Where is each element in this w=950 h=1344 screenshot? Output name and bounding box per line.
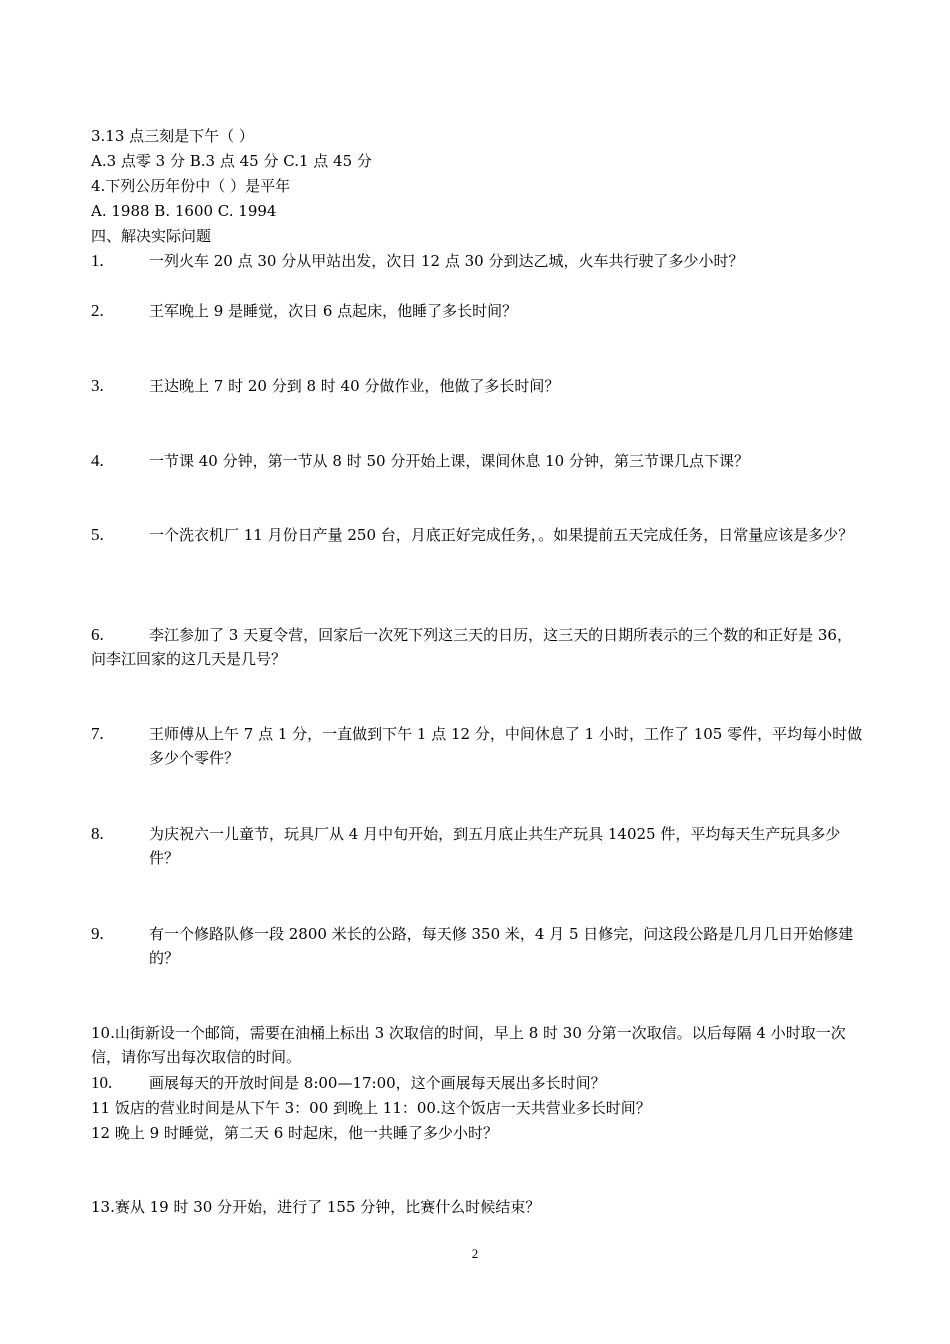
problem-number: 3. bbox=[91, 376, 104, 395]
question-4-options: A. 1988 B. 1600 C. 1994 bbox=[91, 202, 277, 220]
problem-text: 有一个修路队修一段 2800 米长的公路，每天修 350 米，4 月 5 日修完，问这段公路是几月几日开始修建的？ bbox=[149, 925, 854, 967]
question-3-options: A.3 点零 3 分 B.3 点 45 分 C.1 点 45 分 bbox=[91, 152, 372, 170]
problem-11: 11 饭店的营业时间是从下午 3：00 到晚上 11：00.这个饭店一天共营业多长时间？ bbox=[91, 1099, 651, 1117]
problem-text: 王师傅从上午 7 点 1 分，一直做到下午 1 点 12 分，中间休息了 1 小时，工作了 105 零件，平均每小时做多少个零件？ bbox=[149, 725, 863, 767]
problem-number: 4. bbox=[91, 451, 104, 470]
section-heading: 四、解决实际问题 bbox=[91, 227, 212, 245]
page-number: 2 bbox=[471, 1246, 479, 1261]
problem-4 bbox=[91, 449, 863, 473]
problem-number: 6. bbox=[91, 625, 104, 644]
problem-2 bbox=[91, 299, 863, 323]
problem-12: 12 晚上 9 时睡觉，第二天 6 时起床，他一共睡了多少小时？ bbox=[91, 1124, 499, 1142]
problem-number: 1. bbox=[91, 251, 104, 270]
problem-13: 13.赛从 19 时 30 分开始，进行了 155 分钟，比赛什么时候结束？ bbox=[91, 1198, 541, 1216]
problem-text: 一个洗衣机厂 11 月份日产量 250 台，月底正好完成任务，。如果提前五天完成任务，日常量应该是多少？ bbox=[149, 526, 854, 544]
problem-1 bbox=[91, 249, 863, 273]
question-4: 4.下列公历年份中（ ）是平年 bbox=[91, 177, 291, 195]
problem-text: 画展每天的开放时间是 8:00—17:00，这个画展每天展出多长时间？ bbox=[149, 1074, 606, 1092]
problem-8 bbox=[91, 822, 863, 870]
problem-text: 李江参加了 3 天夏令营，回家后一次死下列这三天的日历，这三天的日期所表示的三个数的和正好是 36，问李江回家的这几天是几号？ bbox=[91, 626, 852, 668]
problem-3 bbox=[91, 374, 863, 398]
problem-number: 9. bbox=[91, 924, 104, 943]
problem-text: 为庆祝六一儿童节，玩具厂从 4 月中旬开始，到五月底止共生产玩具 14025 件，平均每天生产玩具多少件？ bbox=[149, 825, 841, 867]
problem-number: 5. bbox=[91, 525, 104, 544]
problem-text: 一节课 40 分钟，第一节从 8 时 50 分开始上课，课间休息 10 分钟，第三节课几点下课？ bbox=[149, 452, 749, 470]
problem-number: 7. bbox=[91, 724, 104, 743]
problem-number: 8. bbox=[91, 824, 104, 843]
problem-10-mailbox: 10.山街新设一个邮筒，需要在油桶上标出 3 次取信的时间，早上 8 时 30 分第一次取信。以后每隔 4 小时取一次信，请你写出每次取信的时间。 bbox=[91, 1024, 846, 1066]
problem-7 bbox=[91, 722, 863, 770]
problem-number: 10. bbox=[91, 1073, 113, 1092]
problem-10-exhibition bbox=[91, 1071, 863, 1095]
problem-text: 王达晚上 7 时 20 分到 8 时 40 分做作业，他做了多长时间？ bbox=[149, 377, 560, 395]
problem-number: 2. bbox=[91, 301, 104, 320]
problem-5 bbox=[91, 523, 863, 547]
question-3: 3.13 点三刻是下午（ ） bbox=[91, 127, 254, 145]
problem-text: 一列火车 20 点 30 分从甲站出发，次日 12 点 30 分到达乙城，火车共行驶了多少小时？ bbox=[149, 252, 744, 270]
problem-text: 王军晚上 9 是睡觉，次日 6 点起床，他睡了多长时间？ bbox=[149, 302, 518, 320]
problem-6 bbox=[91, 623, 863, 671]
problem-9 bbox=[91, 922, 863, 970]
